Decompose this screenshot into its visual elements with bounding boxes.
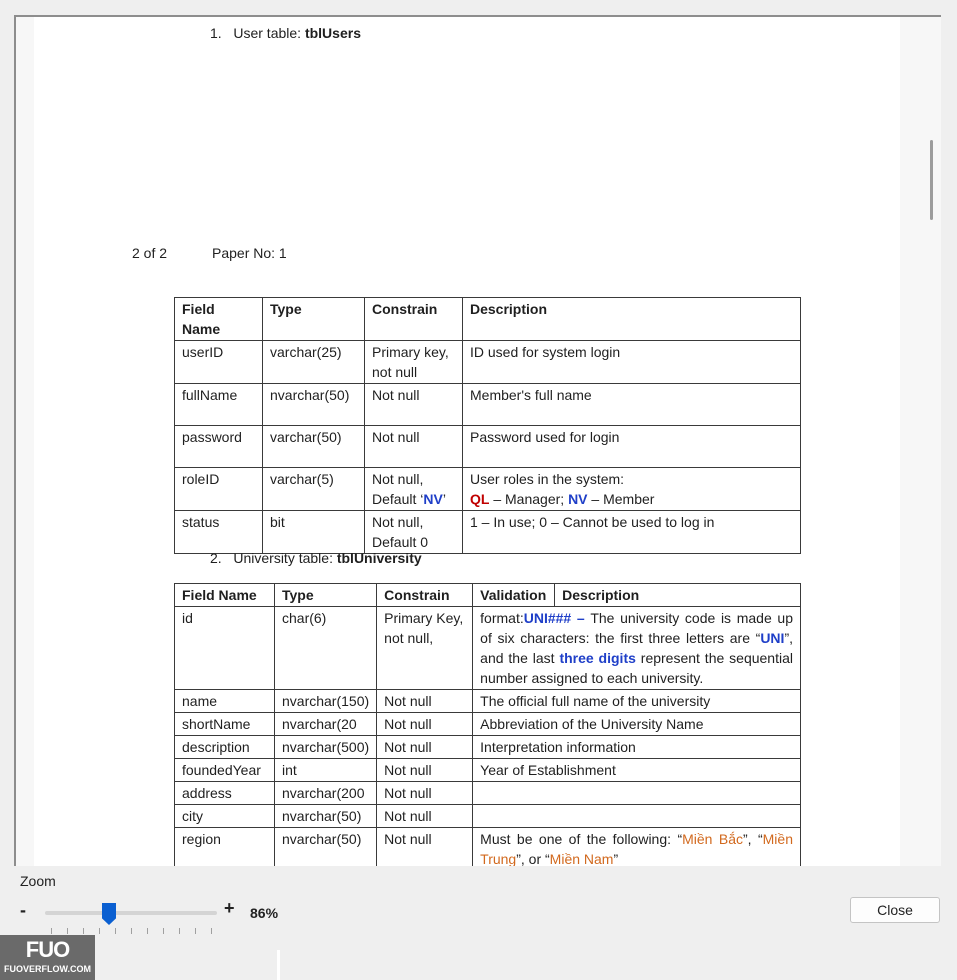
cell-type: nvarchar(200 bbox=[275, 782, 377, 805]
table-row bbox=[175, 607, 801, 690]
cell-type: nvarchar(50) bbox=[275, 805, 377, 828]
region-central: Miền Trung bbox=[480, 831, 793, 866]
cell-constrain: Not null bbox=[377, 690, 473, 713]
document-page bbox=[34, 17, 900, 866]
cell-constrain: Not null bbox=[377, 828, 473, 867]
zoom-slider-track[interactable] bbox=[45, 911, 217, 915]
cell-field: foundedYear bbox=[175, 759, 275, 782]
table-row bbox=[175, 759, 801, 782]
header-description: Description bbox=[463, 298, 801, 341]
table-row bbox=[175, 511, 801, 554]
table-row bbox=[175, 426, 801, 468]
watermark-logo bbox=[0, 935, 95, 980]
cell-type: nvarchar(500) bbox=[275, 736, 377, 759]
cell-field: address bbox=[175, 782, 275, 805]
cell-constrain: Not null bbox=[365, 384, 463, 426]
cell-constrain: Not null bbox=[377, 805, 473, 828]
cell-description: The official full name of the university bbox=[473, 690, 801, 713]
cell-description: 1 – In use; 0 – Cannot be used to log in bbox=[463, 511, 801, 554]
cell-validation-description: format:UNI### – The university code is made up of six characters: the first three letters are “UNI”, and the last three digits represent the sequential number assigned to each university. bbox=[473, 607, 801, 690]
cell-field: fullName bbox=[175, 384, 263, 426]
cell-field: userID bbox=[175, 341, 263, 384]
cell-field: status bbox=[175, 511, 263, 554]
cell-type: int bbox=[275, 759, 377, 782]
cell-constrain: Not null bbox=[377, 713, 473, 736]
cell-constrain: Primary key, not null bbox=[365, 341, 463, 384]
region-north: Miền Bắc bbox=[682, 831, 743, 847]
zoom-slider-thumb[interactable] bbox=[102, 903, 116, 925]
role-code-nv: NV bbox=[568, 491, 588, 507]
header-constrain: Constrain bbox=[377, 584, 473, 607]
page-counter: 2 of 2 bbox=[132, 245, 168, 261]
cell-constrain: Not null bbox=[377, 736, 473, 759]
cell-type: varchar(5) bbox=[263, 468, 365, 511]
users-table bbox=[174, 297, 801, 554]
format-code: UNI### bbox=[523, 610, 572, 626]
header-description: Description bbox=[555, 584, 801, 607]
cell-description: Interpretation information bbox=[473, 736, 801, 759]
university-table bbox=[174, 583, 801, 866]
table-row bbox=[175, 828, 801, 867]
header-validation: Validation bbox=[473, 584, 555, 607]
table-row bbox=[175, 713, 801, 736]
header-type: Type bbox=[263, 298, 365, 341]
zoom-label: Zoom bbox=[20, 873, 56, 889]
cell-constrain: Not null, Default 0 bbox=[365, 511, 463, 554]
table-row bbox=[175, 805, 801, 828]
cell-type: nvarchar(150) bbox=[275, 690, 377, 713]
cell-field: roleID bbox=[175, 468, 263, 511]
cell-type: varchar(50) bbox=[263, 426, 365, 468]
role-code-ql: QL bbox=[470, 491, 490, 507]
paper-number: Paper No: 1 bbox=[212, 245, 287, 261]
cell-type: bit bbox=[263, 511, 365, 554]
section-1-label: User table: bbox=[233, 25, 305, 41]
document-viewer[interactable] bbox=[14, 15, 941, 866]
watermark-logo-text: FUO bbox=[25, 937, 70, 962]
zoom-out-button[interactable]: - bbox=[20, 900, 26, 920]
cell-description: ID used for system login bbox=[463, 341, 801, 384]
cell-constrain: Primary Key, not null, bbox=[377, 607, 473, 690]
section-1-heading bbox=[210, 25, 361, 41]
header-type: Type bbox=[275, 584, 377, 607]
watermark-site: FUOVERFLOW.COM bbox=[4, 964, 91, 974]
cell-description bbox=[473, 782, 801, 805]
zoom-in-button[interactable]: + bbox=[224, 898, 235, 918]
cell-field: id bbox=[175, 607, 275, 690]
zoom-slider-ticks bbox=[51, 928, 213, 934]
divider bbox=[277, 950, 280, 980]
cell-type: char(6) bbox=[275, 607, 377, 690]
cell-description: Must be one of the following: “Miền Bắc”, “Miền Trung”, or “Miền Nam” bbox=[473, 828, 801, 867]
cell-field: shortName bbox=[175, 713, 275, 736]
cell-type: nvarchar(50) bbox=[263, 384, 365, 426]
header-constrain: Constrain bbox=[365, 298, 463, 341]
cell-constrain: Not null bbox=[365, 426, 463, 468]
cell-constrain: Not null, Default ‘NV’ bbox=[365, 468, 463, 511]
cell-description bbox=[473, 805, 801, 828]
zoom-value: 86% bbox=[250, 905, 279, 921]
table-row bbox=[175, 384, 801, 426]
cell-type: varchar(25) bbox=[263, 341, 365, 384]
table-row bbox=[175, 341, 801, 384]
cell-field: region bbox=[175, 828, 275, 867]
cell-field: city bbox=[175, 805, 275, 828]
table-header-row bbox=[175, 584, 801, 607]
cell-constrain: Not null bbox=[377, 782, 473, 805]
cell-description: Year of Establishment bbox=[473, 759, 801, 782]
header-field-name: Field Name bbox=[175, 584, 275, 607]
cell-field: description bbox=[175, 736, 275, 759]
cell-field: name bbox=[175, 690, 275, 713]
table-row bbox=[175, 690, 801, 713]
cell-description: User roles in the system: QL – Manager; NV – Member bbox=[463, 468, 801, 511]
close-button[interactable]: Close bbox=[850, 897, 940, 923]
cell-type: nvarchar(20 bbox=[275, 713, 377, 736]
section-2-table-name: tblUniversity bbox=[336, 550, 422, 566]
cell-field: password bbox=[175, 426, 263, 468]
header-field-name: Field Name bbox=[175, 298, 263, 341]
cell-description: Abbreviation of the University Name bbox=[473, 713, 801, 736]
cell-constrain: Not null bbox=[377, 759, 473, 782]
table-header-row bbox=[175, 298, 801, 341]
table-row bbox=[175, 782, 801, 805]
table-row bbox=[175, 736, 801, 759]
section-2-number: 2. bbox=[210, 550, 222, 566]
region-south: Miền Nam bbox=[549, 851, 614, 866]
vertical-scrollbar-thumb[interactable] bbox=[930, 140, 933, 220]
table-row bbox=[175, 468, 801, 511]
section-2-label: University table: bbox=[233, 550, 337, 566]
section-2-heading bbox=[210, 550, 422, 566]
section-1-number: 1. bbox=[210, 25, 222, 41]
section-1-table-name: tblUsers bbox=[304, 25, 361, 41]
cell-type: nvarchar(50) bbox=[275, 828, 377, 867]
cell-description: Member's full name bbox=[463, 384, 801, 426]
role-code-nv: NV bbox=[423, 491, 443, 507]
cell-description: Password used for login bbox=[463, 426, 801, 468]
